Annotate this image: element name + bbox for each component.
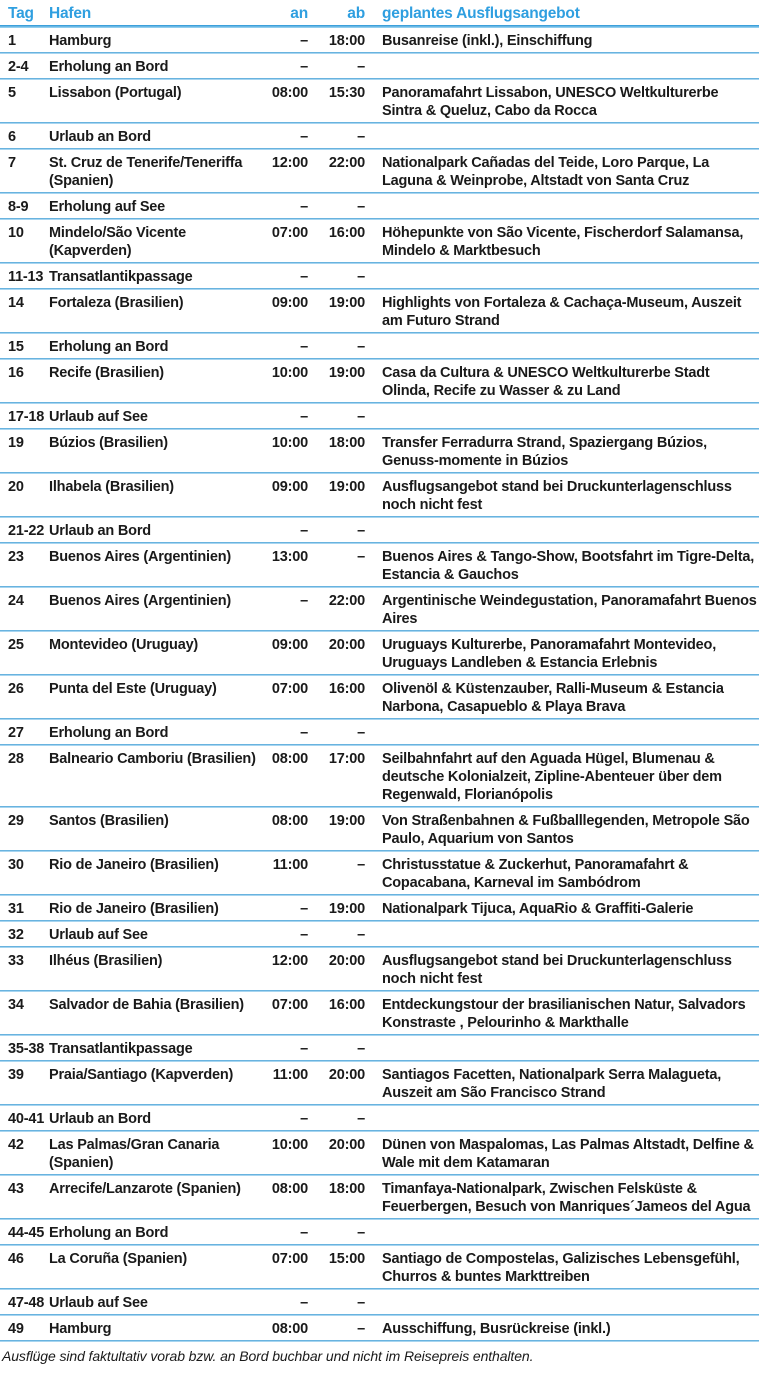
cell-arrival: 09:00 [261, 474, 308, 518]
col-header-hafen: Hafen [49, 2, 261, 28]
cell-day: 17-18 [0, 404, 49, 430]
cell-port: Hamburg [49, 1316, 261, 1342]
cell-day: 7 [0, 150, 49, 194]
cell-excursion [365, 922, 759, 948]
cell-port: Arrecife/Lanzarote (Spanien) [49, 1176, 261, 1220]
cell-departure: – [308, 852, 365, 896]
cell-excursion [365, 1036, 759, 1062]
cell-port: Rio de Janeiro (Brasilien) [49, 896, 261, 922]
table-row [0, 1316, 759, 1342]
cell-day: 21-22 [0, 518, 49, 544]
table-row [0, 518, 759, 544]
cell-port: Las Palmas/Gran Canaria (Spanien) [49, 1132, 261, 1176]
cell-excursion: Uruguays Kulturerbe, Panoramafahrt Montevideo, Uruguays Landleben & Estancia Erlebnis [365, 632, 759, 676]
cell-arrival: 11:00 [261, 852, 308, 896]
cell-excursion: Höhepunkte von São Vicente, Fischerdorf Salamansa, Mindelo & Marktbesuch [365, 220, 759, 264]
table-row [0, 746, 759, 808]
cell-departure: 20:00 [308, 1132, 365, 1176]
cell-arrival: 13:00 [261, 544, 308, 588]
cell-departure: – [308, 264, 365, 290]
cell-excursion [365, 518, 759, 544]
cell-departure: – [308, 194, 365, 220]
cell-day: 8-9 [0, 194, 49, 220]
cell-port: Santos (Brasilien) [49, 808, 261, 852]
cell-port: Ilhabela (Brasilien) [49, 474, 261, 518]
cell-excursion: Entdeckungstour der brasilianischen Natur, Salvadors Konstraste , Pelourinho & Markthalle [365, 992, 759, 1036]
cell-departure: 19:00 [308, 896, 365, 922]
cell-day: 20 [0, 474, 49, 518]
cell-port: Punta del Este (Uruguay) [49, 676, 261, 720]
cell-arrival: 07:00 [261, 992, 308, 1036]
table-row [0, 1062, 759, 1106]
cell-excursion: Olivenöl & Küstenzauber, Ralli-Museum & Estancia Narbona, Casapueblo & Playa Brava [365, 676, 759, 720]
cell-port: Búzios (Brasilien) [49, 430, 261, 474]
cell-day: 1 [0, 28, 49, 54]
cell-departure: 18:00 [308, 1176, 365, 1220]
cell-excursion: Panoramafahrt Lissabon, UNESCO Weltkulturerbe Sintra & Queluz, Cabo da Rocca [365, 80, 759, 124]
cell-arrival: 12:00 [261, 150, 308, 194]
cell-port: Urlaub an Bord [49, 518, 261, 544]
table-row [0, 1036, 759, 1062]
cell-port: Fortaleza (Brasilien) [49, 290, 261, 334]
cell-arrival: – [261, 1106, 308, 1132]
cell-arrival: 12:00 [261, 948, 308, 992]
cell-excursion [365, 720, 759, 746]
cell-arrival: – [261, 194, 308, 220]
cell-arrival: 08:00 [261, 808, 308, 852]
cell-port: Buenos Aires (Argentinien) [49, 588, 261, 632]
cell-departure: – [308, 544, 365, 588]
table-row [0, 1176, 759, 1220]
cell-day: 10 [0, 220, 49, 264]
cell-excursion [365, 1290, 759, 1316]
cell-arrival: – [261, 1036, 308, 1062]
cell-port: Urlaub auf See [49, 922, 261, 948]
cell-day: 44-45 [0, 1220, 49, 1246]
cell-port: Erholung an Bord [49, 334, 261, 360]
cell-departure: – [308, 1316, 365, 1342]
cell-departure: 20:00 [308, 632, 365, 676]
cell-departure: – [308, 54, 365, 80]
cell-excursion [365, 1220, 759, 1246]
cell-day: 47-48 [0, 1290, 49, 1316]
cell-departure: 16:00 [308, 220, 365, 264]
table-row [0, 194, 759, 220]
cell-arrival: 09:00 [261, 632, 308, 676]
cell-departure: 19:00 [308, 360, 365, 404]
table-row [0, 992, 759, 1036]
cell-excursion: Buenos Aires & Tango-Show, Bootsfahrt im Tigre-Delta, Estancia & Gauchos [365, 544, 759, 588]
cell-port: Recife (Brasilien) [49, 360, 261, 404]
table-row [0, 852, 759, 896]
cell-departure: 17:00 [308, 746, 365, 808]
cell-arrival: 09:00 [261, 290, 308, 334]
table-row [0, 360, 759, 404]
cell-departure: 20:00 [308, 948, 365, 992]
cell-departure: 19:00 [308, 808, 365, 852]
cell-departure: – [308, 1036, 365, 1062]
cell-arrival: – [261, 28, 308, 54]
cell-day: 39 [0, 1062, 49, 1106]
itinerary-table [0, 2, 759, 1342]
cell-port: Urlaub an Bord [49, 124, 261, 150]
cell-port: Urlaub an Bord [49, 1106, 261, 1132]
cell-excursion: Christusstatue & Zuckerhut, Panoramafahrt & Copacabana, Karneval im Sambódrom [365, 852, 759, 896]
cell-port: Urlaub auf See [49, 404, 261, 430]
table-row [0, 54, 759, 80]
cell-arrival: – [261, 1290, 308, 1316]
cell-day: 35-38 [0, 1036, 49, 1062]
col-header-an: an [261, 2, 308, 28]
table-row [0, 28, 759, 54]
cell-day: 42 [0, 1132, 49, 1176]
cell-arrival: – [261, 404, 308, 430]
cell-excursion: Santiago de Compostelas, Galizisches Lebensgefühl, Churros & buntes Markttreiben [365, 1246, 759, 1290]
cell-excursion: Ausschiffung, Busrückreise (inkl.) [365, 1316, 759, 1342]
cell-arrival: – [261, 264, 308, 290]
cell-arrival: 07:00 [261, 676, 308, 720]
cell-departure: – [308, 1220, 365, 1246]
cell-excursion: Santiagos Facetten, Nationalpark Serra Malagueta, Auszeit am São Francisco Strand [365, 1062, 759, 1106]
cell-departure: 18:00 [308, 28, 365, 54]
cell-departure: 15:30 [308, 80, 365, 124]
cell-excursion [365, 194, 759, 220]
cell-day: 28 [0, 746, 49, 808]
cell-port: Urlaub auf See [49, 1290, 261, 1316]
cell-day: 46 [0, 1246, 49, 1290]
cell-departure: 15:00 [308, 1246, 365, 1290]
cell-arrival: 08:00 [261, 1176, 308, 1220]
cell-arrival: 08:00 [261, 1316, 308, 1342]
cell-port: Transatlantikpassage [49, 1036, 261, 1062]
cell-excursion: Highlights von Fortaleza & Cachaça-Museum, Auszeit am Futuro Strand [365, 290, 759, 334]
table-row [0, 1106, 759, 1132]
cell-day: 27 [0, 720, 49, 746]
cell-arrival: – [261, 54, 308, 80]
cell-excursion: Casa da Cultura & UNESCO Weltkulturerbe Stadt Olinda, Recife zu Wasser & zu Land [365, 360, 759, 404]
cell-day: 2-4 [0, 54, 49, 80]
cell-arrival: 07:00 [261, 220, 308, 264]
cell-day: 19 [0, 430, 49, 474]
cell-day: 33 [0, 948, 49, 992]
cell-day: 15 [0, 334, 49, 360]
cell-day: 6 [0, 124, 49, 150]
table-row [0, 264, 759, 290]
table-row [0, 290, 759, 334]
cell-day: 23 [0, 544, 49, 588]
cell-arrival: – [261, 588, 308, 632]
cell-departure: – [308, 518, 365, 544]
table-row [0, 808, 759, 852]
cell-departure: – [308, 720, 365, 746]
cell-port: Rio de Janeiro (Brasilien) [49, 852, 261, 896]
cell-day: 34 [0, 992, 49, 1036]
cell-excursion [365, 1106, 759, 1132]
cell-excursion [365, 404, 759, 430]
table-row [0, 896, 759, 922]
cell-port: La Coruña (Spanien) [49, 1246, 261, 1290]
col-header-ab: ab [308, 2, 365, 28]
footnote: Ausflüge sind faktultativ vorab bzw. an Bord buchbar und nicht im Reisepreis enthalten. [2, 1348, 534, 1364]
cell-port: Ilhéus (Brasilien) [49, 948, 261, 992]
table-row [0, 1290, 759, 1316]
cell-day: 26 [0, 676, 49, 720]
table-row [0, 80, 759, 124]
cell-day: 49 [0, 1316, 49, 1342]
table-row [0, 404, 759, 430]
cell-day: 30 [0, 852, 49, 896]
cell-arrival: – [261, 124, 308, 150]
cell-departure: 20:00 [308, 1062, 365, 1106]
cell-port: Mindelo/São Vicente (Kapverden) [49, 220, 261, 264]
cell-day: 25 [0, 632, 49, 676]
cell-departure: – [308, 1106, 365, 1132]
cell-excursion: Seilbahnfahrt auf den Aguada Hügel, Blumenau & deutsche Kolonialzeit, Zipline-Abenteuer über dem Regenwald, Florianópolis [365, 746, 759, 808]
cell-port: Erholung an Bord [49, 720, 261, 746]
cell-port: Praia/Santiago (Kapverden) [49, 1062, 261, 1106]
cell-port: Montevideo (Uruguay) [49, 632, 261, 676]
table-row [0, 220, 759, 264]
table-row [0, 676, 759, 720]
cell-arrival: – [261, 896, 308, 922]
table-body [0, 28, 759, 1342]
cell-day: 29 [0, 808, 49, 852]
cell-arrival: 10:00 [261, 1132, 308, 1176]
cell-departure: – [308, 124, 365, 150]
cell-port: Balneario Camboriu (Brasilien) [49, 746, 261, 808]
table-row [0, 1246, 759, 1290]
col-header-ausflug: geplantes Ausflugsangebot [365, 2, 759, 28]
table-row [0, 720, 759, 746]
cell-port: Erholung auf See [49, 194, 261, 220]
table-row [0, 632, 759, 676]
cell-excursion: Nationalpark Tijuca, AquaRio & Graffiti-Galerie [365, 896, 759, 922]
table-row [0, 922, 759, 948]
cell-arrival: 10:00 [261, 360, 308, 404]
cell-excursion: Von Straßenbahnen & Fußballlegenden, Metropole São Paulo, Aquarium von Santos [365, 808, 759, 852]
cell-arrival: – [261, 720, 308, 746]
cell-excursion: Timanfaya-Nationalpark, Zwischen Felsküste & Feuerbergen, Besuch von Manriques´Jameos del Agua [365, 1176, 759, 1220]
cell-departure: 16:00 [308, 676, 365, 720]
table-row [0, 150, 759, 194]
cell-port: Hamburg [49, 28, 261, 54]
col-header-tag: Tag [0, 2, 49, 28]
cell-arrival: – [261, 518, 308, 544]
cell-day: 11-13 [0, 264, 49, 290]
cell-port: Lissabon (Portugal) [49, 80, 261, 124]
cell-departure: – [308, 922, 365, 948]
cell-arrival: – [261, 1220, 308, 1246]
cell-excursion [365, 264, 759, 290]
table-header-row [0, 2, 759, 28]
cell-port: Buenos Aires (Argentinien) [49, 544, 261, 588]
cell-arrival: 10:00 [261, 430, 308, 474]
table-row [0, 430, 759, 474]
cell-excursion: Nationalpark Cañadas del Teide, Loro Parque, La Laguna & Weinprobe, Altstadt von Santa Cruz [365, 150, 759, 194]
cell-departure: 18:00 [308, 430, 365, 474]
cell-excursion: Argentinische Weindegustation, Panoramafahrt Buenos Aires [365, 588, 759, 632]
cell-departure: 22:00 [308, 588, 365, 632]
cell-excursion [365, 334, 759, 360]
cell-excursion: Ausflugsangebot stand bei Druckunterlagenschluss noch nicht fest [365, 948, 759, 992]
cell-port: Salvador de Bahia (Brasilien) [49, 992, 261, 1036]
cell-excursion [365, 54, 759, 80]
cell-departure: – [308, 1290, 365, 1316]
table-row [0, 334, 759, 360]
table-row [0, 474, 759, 518]
cell-arrival: 11:00 [261, 1062, 308, 1106]
cell-port: Erholung an Bord [49, 1220, 261, 1246]
cell-excursion: Ausflugsangebot stand bei Druckunterlagenschluss noch nicht fest [365, 474, 759, 518]
cell-day: 31 [0, 896, 49, 922]
cell-port: Transatlantikpassage [49, 264, 261, 290]
cell-departure: 22:00 [308, 150, 365, 194]
cell-day: 24 [0, 588, 49, 632]
cell-excursion: Dünen von Maspalomas, Las Palmas Altstadt, Delfine & Wale mit dem Katamaran [365, 1132, 759, 1176]
cell-day: 32 [0, 922, 49, 948]
cell-excursion: Busanreise (inkl.), Einschiffung [365, 28, 759, 54]
cell-day: 43 [0, 1176, 49, 1220]
cell-departure: 19:00 [308, 290, 365, 334]
cell-departure: – [308, 404, 365, 430]
cell-port: Erholung an Bord [49, 54, 261, 80]
cell-day: 5 [0, 80, 49, 124]
cell-arrival: 08:00 [261, 746, 308, 808]
table-row [0, 1220, 759, 1246]
cell-arrival: – [261, 922, 308, 948]
cell-departure: – [308, 334, 365, 360]
cell-day: 40-41 [0, 1106, 49, 1132]
cell-excursion: Transfer Ferradurra Strand, Spaziergang Búzios, Genuss-momente in Búzios [365, 430, 759, 474]
table-row [0, 948, 759, 992]
cell-departure: 19:00 [308, 474, 365, 518]
cell-arrival: – [261, 334, 308, 360]
cell-day: 16 [0, 360, 49, 404]
cell-day: 14 [0, 290, 49, 334]
table-row [0, 1132, 759, 1176]
table-row [0, 588, 759, 632]
cell-port: St. Cruz de Tenerife/Teneriffa (Spanien) [49, 150, 261, 194]
cell-excursion [365, 124, 759, 150]
cell-arrival: 08:00 [261, 80, 308, 124]
cell-departure: 16:00 [308, 992, 365, 1036]
cell-arrival: 07:00 [261, 1246, 308, 1290]
table-row [0, 124, 759, 150]
table-row [0, 544, 759, 588]
